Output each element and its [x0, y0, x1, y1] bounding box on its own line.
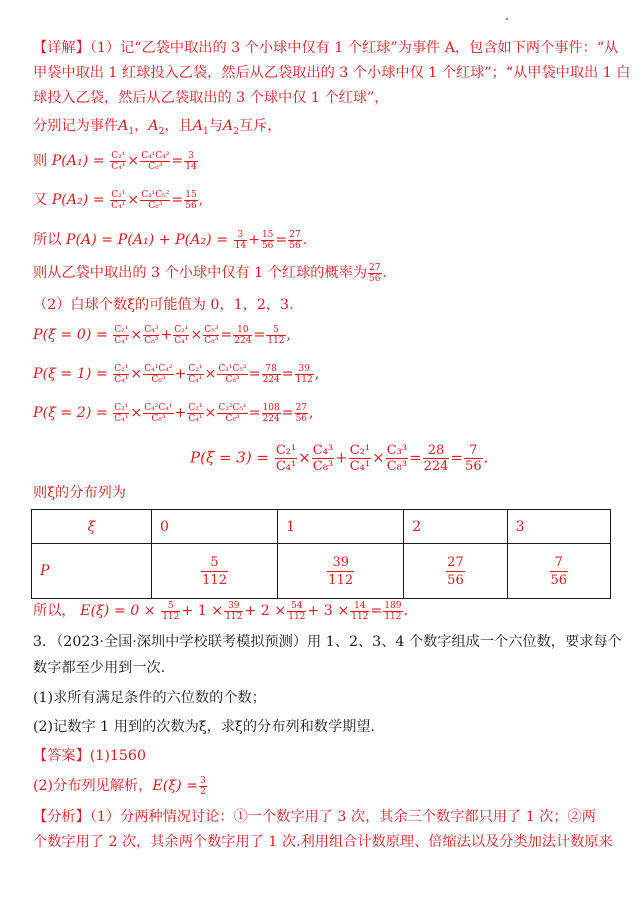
prob-xi0-line: P(ξ = 0) = $\frac{\text{C₂¹}}{\text{C₄¹}}$ × $\frac{\text{C₄³}}{\text{C₈³}}$ + $\frac{\text{C₂¹}}{\text{C₄¹}}$ × $\frac{\text{C₅³}}{\text{C₈³}}$ = $\frac{10}{224}$ = $\frac{5}{112}$ , — [33, 324, 292, 346]
fraction: $\frac{15}{56}$ — [185, 189, 197, 211]
table-row — [32, 510, 611, 544]
detail-line-3: 球投入乙袋，然后从乙袋取出的 3 个球中仅 1 个红球”， — [33, 90, 389, 106]
question3-part1: (1)求所有满足条件的六位数的个数； — [33, 690, 266, 706]
question3-line-2: 数字都至少用到一次. — [33, 660, 166, 676]
prob-a-line: 所以 P(A) = P(A₁) + P(A₂) = $\frac{3}{14}$ + $\frac{15}{56}$ = $\frac{27}{56}$ . — [33, 229, 308, 251]
expectation-line: 所以， E(ξ) = 0 × $\frac{5}{112}$ + 1 × $\frac{39}{112}$ + 2 × $\frac{54}{112}$ + 3 × $\frac{14}{112}$ = $\frac{189}{112}$ . — [33, 600, 409, 622]
fraction: $\frac{3}{14}$ — [185, 150, 197, 172]
fraction: $\frac{\text{C₃¹C₅²}}{\text{C₈³}}$ — [141, 189, 170, 211]
fraction: $\frac{15}{56}$ — [261, 229, 274, 251]
table-header-xi: ξ — [32, 510, 152, 544]
table-cell: $\frac{27}{56}$ — [404, 544, 507, 599]
fraction: $\frac{\text{C₂¹}}{\text{C₄¹}}$ — [111, 189, 126, 211]
fraction: $\frac{\text{C₄¹C₄²}}{\text{C₈³}}$ — [141, 150, 170, 172]
table-header-p: P — [32, 544, 152, 599]
table-cell: $\frac{7}{56}$ — [507, 544, 610, 599]
part2-line: （2）白球个数ξ的可能值为 0，1，2，3. — [33, 297, 294, 313]
distribution-table — [31, 509, 611, 599]
scan-dot — [506, 18, 508, 20]
analysis-tag: 【分析】 — [33, 809, 90, 825]
distribution-title: 则ξ的分布列为 — [33, 485, 126, 501]
fraction: $\frac{27}{56}$ — [369, 262, 381, 284]
prob-a2-line: 又 P(A₂) = $\frac{\text{C₂¹}}{\text{C₄¹}}$ × $\frac{\text{C₃¹C₅²}}{\text{C₈³}}$ = $\frac{15}{56}$ , — [33, 189, 204, 211]
conclusion-line: 则从乙袋中取出的 3 个小球中仅有 1 个红球的概率为 $\frac{27}{56}$ . — [33, 262, 388, 284]
table-row — [32, 544, 611, 599]
detail-line-1: 【详解】（1）记“乙袋中取出的 3 个小球中仅有 1 个红球”为事件 A，包含如下两个事件：“从 — [33, 40, 619, 56]
table-cell: 1 — [278, 510, 404, 544]
prob-xi2-line: P(ξ = 2) = $\frac{\text{C₂¹}}{\text{C₄¹}}$ × $\frac{\text{C₄²C₄¹}}{\text{C₈³}}$ + $\frac{\text{C₂¹}}{\text{C₄¹}}$ × $\frac{\text{C₃²C₅¹}}{\text{C₈³}}$ = $\frac{108}{224}$ = $\frac{27}{56}$ , — [33, 402, 314, 424]
analysis-line-1: 【分析】（1）分两种情况讨论：①一个数字用了 3 次，其余三个数字都只用了 1 次；②两 — [33, 809, 596, 825]
fraction: $\frac{27}{56}$ — [289, 229, 301, 251]
prob-a1-line: 则 P(A₁) = $\frac{\text{C₂¹}}{\text{C₄¹}}$ × $\frac{\text{C₄¹C₄²}}{\text{C₈³}}$ = $\frac{3}{14}$ — [33, 150, 197, 172]
table-cell: 2 — [404, 510, 507, 544]
prob-xi3-line: P(ξ = 3) = $\frac{\text{C₂¹}}{\text{C₄¹}}$ × $\frac{\text{C₄³}}{\text{C₈³}}$ + $\frac{\text{C₂¹}}{\text{C₄¹}}$ × $\frac{\text{C₃³}}{\text{C₈³}}$ = $\frac{28}{224}$ = $\frac{7}{56}$ . — [190, 443, 489, 474]
table-cell: 3 — [507, 510, 610, 544]
answer-line-1: 【答案】(1)1560 — [33, 748, 146, 764]
prob-xi1-line: P(ξ = 1) = $\frac{\text{C₂¹}}{\text{C₄¹}}$ × $\frac{\text{C₄¹C₄²}}{\text{C₈³}}$ + $\frac{\text{C₂¹}}{\text{C₄¹}}$ × $\frac{\text{C₃¹C₅²}}{\text{C₈³}}$ = $\frac{78}{224}$ = $\frac{39}{112}$ , — [33, 363, 320, 385]
detail-line-4: 分别记为事件$A_1$，$A_2$，且$A_1$与$A_2$互斥， — [33, 118, 282, 137]
fraction: $\frac{\text{C₂¹}}{\text{C₄¹}}$ — [111, 150, 126, 172]
table-cell: $\frac{39}{112}$ — [278, 544, 404, 599]
analysis-line-2: 个数字用了 2 次，其余两个数字用了 1 次.利用组合计数原理、倍缩法以及分类加法计数原来 — [33, 834, 613, 850]
answer-line-2: (2)分布列见解析，E(ξ) = $\frac{3}{2}$ — [33, 775, 206, 797]
detail-tag: 【详解】 — [33, 40, 90, 56]
question3-part2: (2)记数字 1 用到的次数为ξ，求ξ的分布列和数学期望. — [33, 719, 376, 735]
answer-tag: 【答案】 — [33, 748, 90, 764]
fraction: $\frac{3}{14}$ — [234, 229, 247, 251]
question3-line-1: 3．（2023·全国·深圳中学校联考模拟预测）用 1、2、3、4 个数字组成一个六位数，要求每个 — [33, 634, 622, 650]
detail-line-2: 甲袋中取出 1 红球投入乙袋，然后从乙袋取出的 3 个小球中仅 1 个红球”；“从甲袋中取出 1 白 — [33, 65, 631, 81]
table-cell: 0 — [152, 510, 278, 544]
table-cell: $\frac{5}{112}$ — [152, 544, 278, 599]
